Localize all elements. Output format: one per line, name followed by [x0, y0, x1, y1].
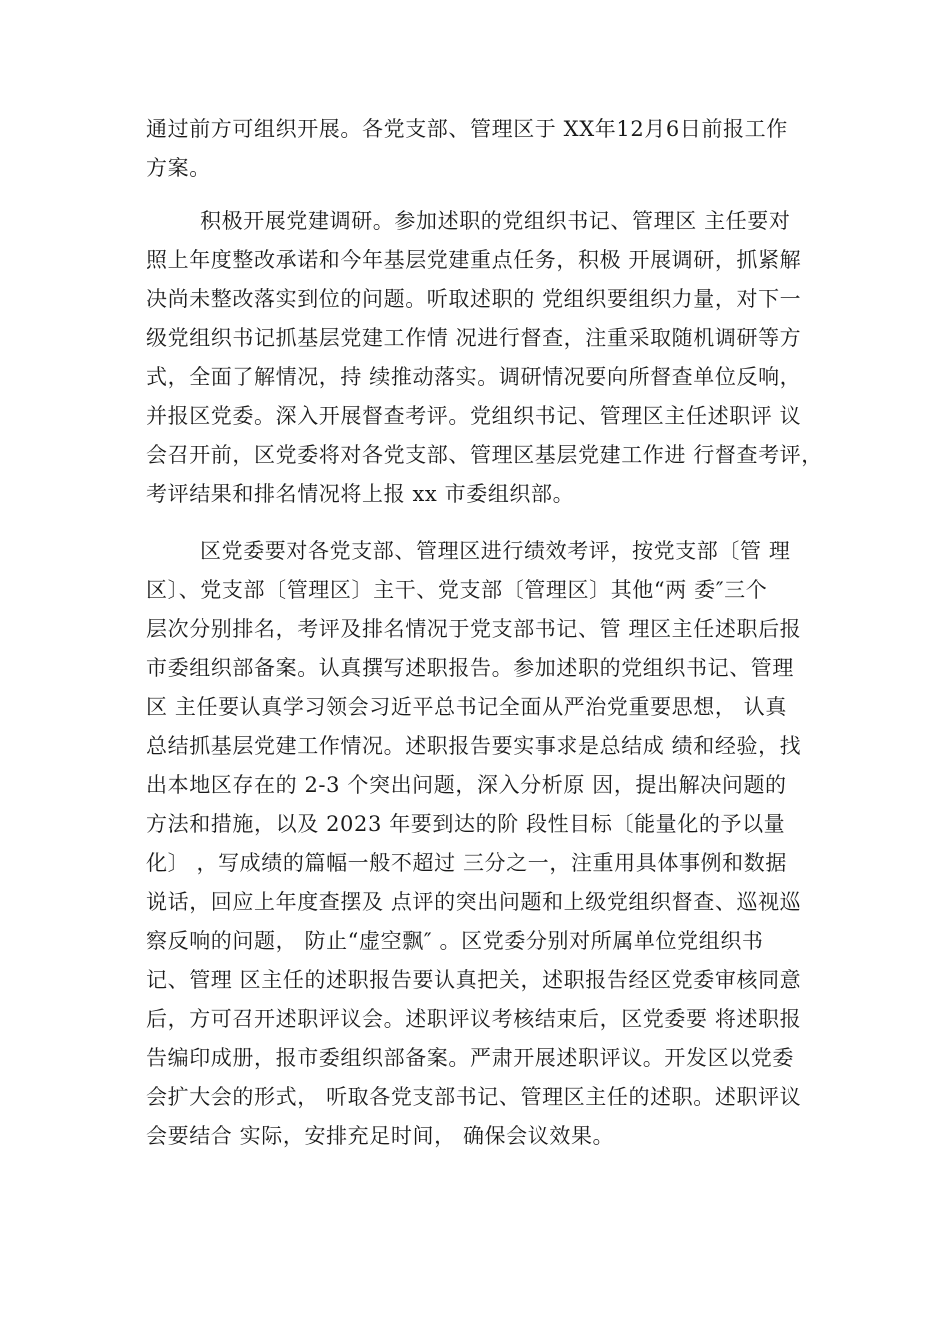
paragraph-3-line-15: 会扩大会的形式， 听取各党支部书记、管理区主任的述职。述职评议 — [146, 1085, 802, 1109]
paragraph-3-line-9: 化〕 ，写成绩的篇幅一般不超过 三分之一，注重用具体事例和数据 — [146, 851, 787, 875]
paragraph-2-line-7: 会召开前，区党委将对各党支部、管理区基层党建工作进 行督查考评， — [146, 443, 823, 467]
paragraph-3-line-3: 层次分别排名，考评及排名情况于党支部书记、管 理区主任述职后报 — [146, 617, 802, 641]
paragraph-2-line-1: 积极开展党建调研。参加述职的党组织书记、管理区 主任要对 — [200, 209, 791, 233]
paragraph-2-line-3: 决尚未整改落实到位的问题。听取述职的 党组织要组织力量，对下一 — [146, 287, 802, 311]
paragraph-3-line-7: 出本地区存在的 2-3 个突出问题，深入分析原 因，提出解决问题的 — [146, 773, 787, 797]
paragraph-2-line-6: 并报区党委。深入开展督查考评。党组织书记、管理区主任述职评 议 — [146, 404, 802, 428]
paragraph-3-line-8: 方法和措施，以及 2023 年要到达的阶 段性目标〔能量化的予以量 — [146, 812, 786, 836]
paragraph-3-line-12: 记、管理 区主任的述职报告要认真把关，述职报告经区党委审核同意 — [146, 968, 802, 992]
paragraph-3-line-16: 会要结合 实际，安排充足时间， 确保会议效果。 — [146, 1124, 615, 1148]
paragraph-2-line-5: 式，全面了解情况，持 续推动落实。调研情况要向所督查单位反响， — [146, 365, 802, 389]
paragraph-3-line-13: 后，方可召开述职评议会。述职评议考核结束后，区党委要 将述职报 — [146, 1007, 802, 1031]
paragraph-3-line-2: 区〕、党支部〔管理区〕主干、党支部〔管理区〕其他“两 委″三个 — [146, 578, 768, 602]
paragraph-3-line-10: 说话，回应上年度查摆及 点评的突出问题和上级党组织督查、巡视巡 — [146, 890, 802, 914]
paragraph-3-line-5: 区 主任要认真学习领会习近平总书记全面从严治党重要思想， 认真 — [146, 695, 787, 719]
paragraph-1-line-1: 通过前方可组织开展。各党支部、管理区于 XX年12月6日前报工作 — [146, 117, 788, 141]
paragraph-1-line-2: 方案。 — [146, 156, 211, 180]
paragraph-2-line-8: 考评结果和排名情况将上报 xx 市委组织部。 — [146, 482, 575, 506]
paragraph-3-line-14: 告编印成册，报市委组织部备案。严肃开展述职评议。开发区以党委 — [146, 1046, 794, 1070]
paragraph-3-line-4: 市委组织部备案。认真撰写述职报告。参加述职的党组织书记、管理 — [146, 656, 794, 680]
paragraph-3-line-1: 区党委要对各党支部、管理区进行绩效考评，按党支部〔管 理 — [200, 539, 791, 563]
paragraph-2-line-2: 照上年度整改承诺和今年基层党建重点任务，积极 开展调研，抓紧解 — [146, 248, 802, 272]
paragraph-3-line-6: 总结抓基层党建工作情况。述职报告要实事求是总结成 绩和经验，找 — [146, 734, 802, 758]
paragraph-3-line-11: 察反响的问题， 防止“虚空飘″ 。区党委分别对所属单位党组织书 — [146, 929, 764, 953]
paragraph-2-line-4: 级党组织书记抓基层党建工作情 况进行督查，注重采取随机调研等方 — [146, 326, 802, 350]
